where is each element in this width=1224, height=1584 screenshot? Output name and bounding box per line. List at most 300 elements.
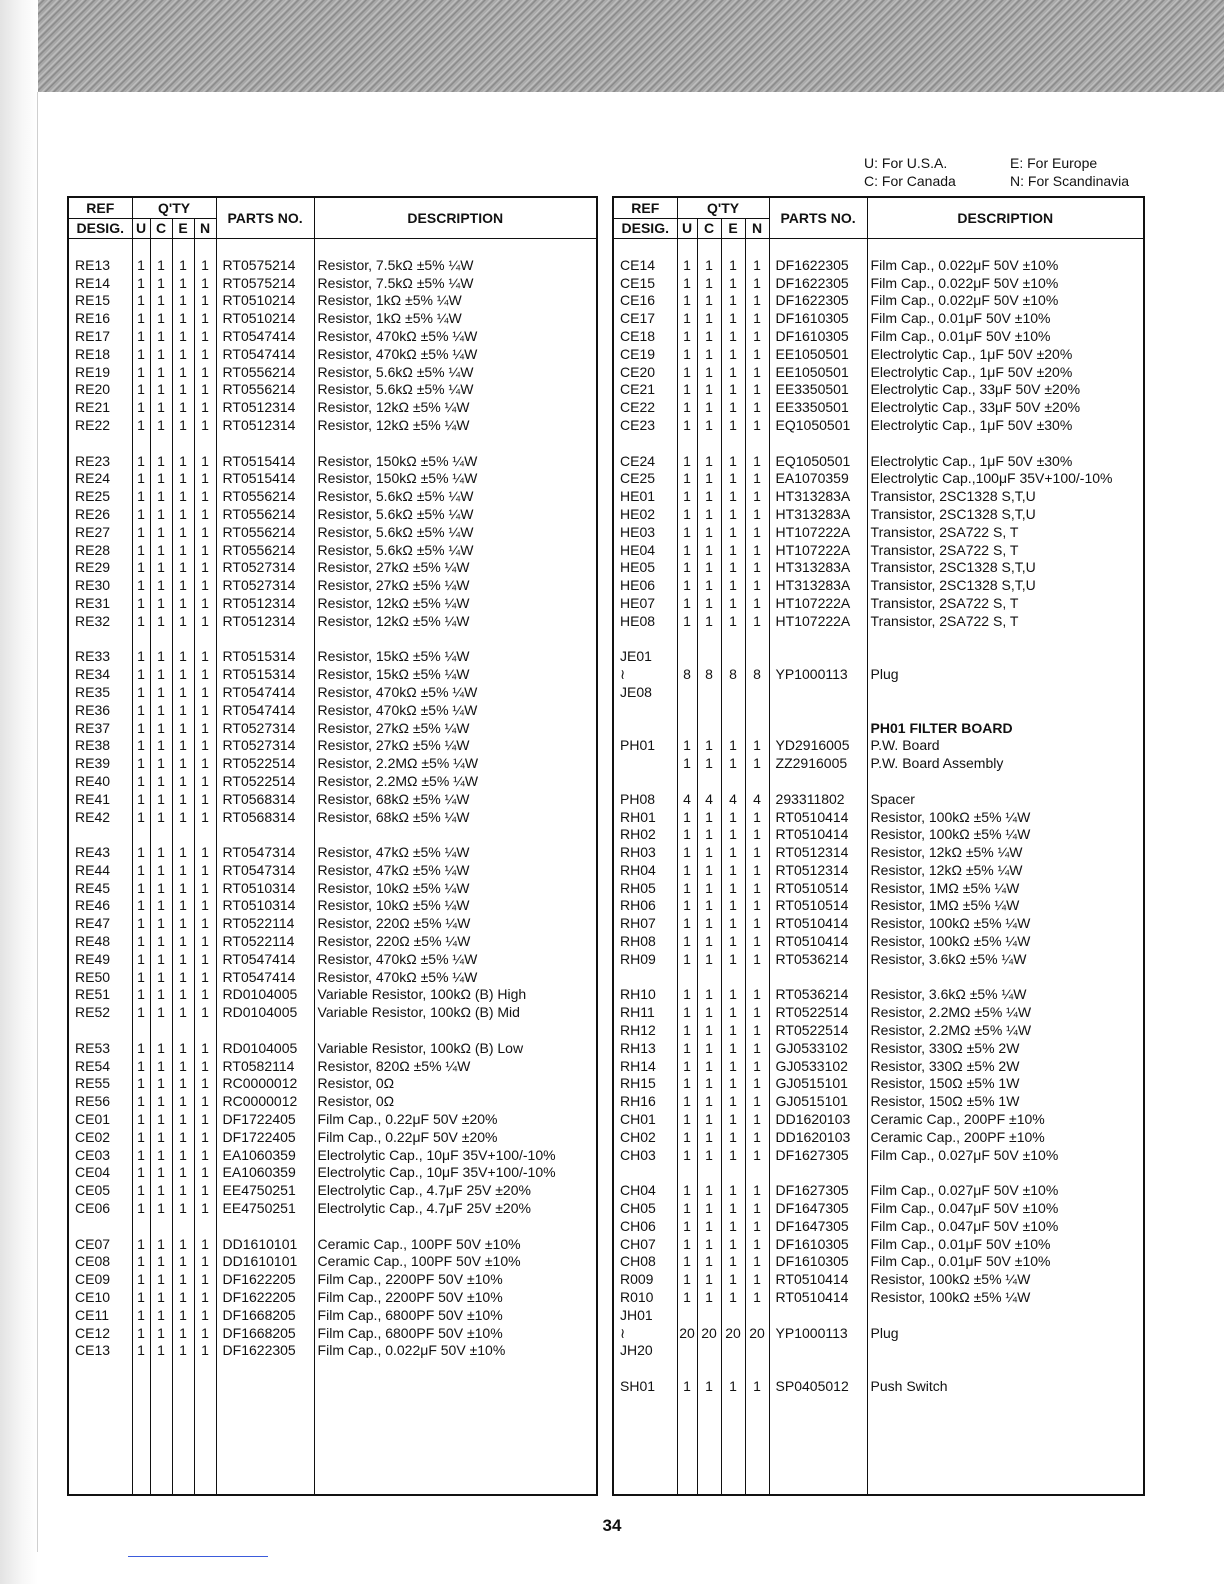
qty-n: 1 [745,381,769,399]
qty-c: 1 [150,1271,172,1289]
description: Resistor, 470kΩ ±5% ¼W [314,328,597,346]
qty-u: 1 [132,1342,150,1360]
qty-n: 1 [194,364,216,382]
qty-c: 1 [150,933,172,951]
desig-header: DESIG. [613,218,677,239]
ref-desig: RE34 [68,666,132,684]
empty-cell [697,773,721,791]
parts-no: RT0547414 [216,346,314,364]
legend-europe: E: For Europe [1010,155,1098,171]
empty-cell [677,1164,697,1182]
ref-desig: RE20 [68,381,132,399]
parts-no: GJ0533102 [769,1040,867,1058]
qty-u: 1 [132,470,150,488]
qty-e: 1 [721,1129,745,1147]
description: Resistor, 1kΩ ±5% ¼W [314,310,597,328]
qty-c: 1 [697,951,721,969]
qty-e: 1 [172,1307,194,1325]
parts-no: YP1000113 [769,1325,867,1343]
description: Resistor, 5.6kΩ ±5% ¼W [314,542,597,560]
ref-desig [613,755,677,773]
empty-cell [867,969,1144,987]
qty-n: 1 [194,613,216,631]
empty-cell [697,435,721,453]
qty-c: 1 [697,524,721,542]
qty-u: 1 [677,862,697,880]
qty-u: 1 [677,1147,697,1165]
table-row [68,595,597,613]
qty-e: 1 [172,684,194,702]
qty-e: 1 [721,1378,745,1396]
qty-e: 1 [172,524,194,542]
qty-c: 1 [697,1236,721,1254]
qty-c: 1 [150,1164,172,1182]
empty-cell [697,969,721,987]
description: Resistor, 5.6kΩ ±5% ¼W [314,524,597,542]
qty-n: 1 [194,417,216,435]
qty-u: 1 [677,1022,697,1040]
table-row [613,826,1144,844]
qty-e: 1 [172,1004,194,1022]
ref-desig: ≀ [613,666,677,684]
ref-desig: CE25 [613,470,677,488]
qty-u: 8 [677,666,697,684]
description: P.W. Board [867,737,1144,755]
table-row [613,1129,1144,1147]
qty-u: 1 [132,1129,150,1147]
qty-c: 1 [697,381,721,399]
qty-n: 1 [194,1058,216,1076]
qty-c: 1 [150,310,172,328]
parts-no: EQ1050501 [769,417,867,435]
qty-u: 1 [132,577,150,595]
table-row [68,310,597,328]
qty-c: 1 [697,897,721,915]
qty-e: 1 [172,1147,194,1165]
empty-cell [867,702,1144,720]
table-row [613,1093,1144,1111]
parts-no: RT0547414 [216,684,314,702]
parts-no: RT0556214 [216,381,314,399]
qty-e: 1 [172,1325,194,1343]
empty-cell [314,1022,597,1040]
qty-e: 1 [721,364,745,382]
qty-c: 1 [150,1075,172,1093]
qty-c: 1 [150,809,172,827]
qty-u: 1 [677,915,697,933]
qty-c: 1 [150,1040,172,1058]
qty-c: 1 [150,257,172,275]
qty-n: 1 [194,1325,216,1343]
table-row [68,702,597,720]
ref-desig: CH02 [613,1129,677,1147]
qty-u [677,648,697,666]
description: Resistor, 5.6kΩ ±5% ¼W [314,381,597,399]
qty-n: 1 [194,1182,216,1200]
spacer-row [613,239,1144,257]
table-row [613,470,1144,488]
parts-no: HT313283A [769,559,867,577]
qty-n: 1 [745,737,769,755]
table-row [613,417,1144,435]
table-row [613,1004,1144,1022]
table-row [68,1289,597,1307]
qty-n: 1 [745,1040,769,1058]
qty-c: 20 [697,1325,721,1343]
table-row [613,684,1144,702]
empty-cell [314,239,597,257]
ref-desig: RE23 [68,453,132,471]
empty-cell [769,1360,867,1378]
ref-desig: PH01 [613,737,677,755]
table-row [613,328,1144,346]
qty-c: 1 [697,1040,721,1058]
table-row [68,880,597,898]
empty-cell [677,1360,697,1378]
qty-u: 1 [677,613,697,631]
qty-c: 1 [150,417,172,435]
empty-cell [769,239,867,257]
qty-n: 1 [194,666,216,684]
qty-c: 1 [150,381,172,399]
qty-u: 1 [132,506,150,524]
qty-e: 1 [721,809,745,827]
empty-cell [769,969,867,987]
ref-desig: RE54 [68,1058,132,1076]
qty-c: 1 [697,915,721,933]
qty-n: 1 [745,417,769,435]
qty-e: 1 [172,310,194,328]
qty-n: 1 [745,577,769,595]
qty-e: 1 [721,1271,745,1289]
qty-e: 1 [721,951,745,969]
parts-no: GJ0515101 [769,1075,867,1093]
empty-cell [769,773,867,791]
qty-n: 1 [194,470,216,488]
ref-desig: RH14 [613,1058,677,1076]
qty-u: 1 [132,542,150,560]
qty-u: 1 [132,702,150,720]
table-row [68,1182,597,1200]
qty-c: 1 [697,470,721,488]
qty-e: 1 [172,292,194,310]
table-row [68,755,597,773]
qty-c: 1 [150,470,172,488]
qty-n: 1 [194,577,216,595]
qty-u: 1 [132,257,150,275]
qty-u: 20 [677,1325,697,1343]
empty-cell [216,435,314,453]
table-row [68,470,597,488]
empty-cell [172,239,194,257]
parts-no: RT0556214 [216,506,314,524]
qty-c: 1 [150,292,172,310]
ref-desig: CE12 [68,1325,132,1343]
description: Resistor, 7.5kΩ ±5% ¼W [314,257,597,275]
table-row [613,1271,1144,1289]
description: Film Cap., 0.01μF 50V ±10% [867,1236,1144,1254]
qty-u: 1 [132,1093,150,1111]
qty-n: 1 [745,453,769,471]
parts-no: RT0522514 [769,1022,867,1040]
qty-e: 1 [172,470,194,488]
qty-u: 1 [132,275,150,293]
qty-e: 1 [172,399,194,417]
qty-u: 1 [132,1111,150,1129]
qty-u: 1 [132,951,150,969]
table-row [68,1200,597,1218]
qty-e: 1 [172,1111,194,1129]
qty-e: 1 [721,1058,745,1076]
parts-no: DF1610305 [769,1236,867,1254]
description: Resistor, 100kΩ ±5% ¼W [867,933,1144,951]
ref-desig: RE29 [68,559,132,577]
empty-cell [216,631,314,649]
ref-desig: CE18 [613,328,677,346]
legend-scandinavia: N: For Scandinavia [1010,173,1130,189]
empty-cell [745,1396,769,1495]
table-row [613,666,1144,684]
table-row [68,969,597,987]
empty-cell [697,1396,721,1495]
parts-no [769,684,867,702]
qty-c: 1 [697,933,721,951]
description: Film Cap., 0.01μF 50V ±10% [867,310,1144,328]
description: Variable Resistor, 100kΩ (B) Low [314,1040,597,1058]
qty-c: 1 [697,542,721,560]
qty-n: 1 [194,275,216,293]
qty-u: 1 [132,1040,150,1058]
empty-cell [194,1022,216,1040]
parts-no: EA1070359 [769,470,867,488]
qty-u: 1 [677,417,697,435]
qty-u: 1 [677,524,697,542]
qty-c: 1 [150,559,172,577]
description: Transistor, 2SA722 S, T [867,524,1144,542]
description: Push Switch [867,1378,1144,1396]
qty-e: 1 [721,1218,745,1236]
qty-u: 1 [677,1378,697,1396]
empty-cell [677,969,697,987]
spacer-row [613,1164,1144,1182]
qty-u: 1 [132,1236,150,1254]
table-row [613,559,1144,577]
parts-no: DF1622205 [216,1271,314,1289]
qty-c: 1 [150,488,172,506]
parts-no: RT0536214 [769,951,867,969]
qty-u: 1 [677,506,697,524]
empty-cell [769,1396,867,1495]
qty-u: 1 [132,1253,150,1271]
qty-n: 1 [194,542,216,560]
parts-no: DD1610101 [216,1253,314,1271]
parts-no: EA1060359 [216,1164,314,1182]
empty-cell [194,1360,216,1495]
description: Film Cap., 0.22μF 50V ±20% [314,1111,597,1129]
description: Resistor, 27kΩ ±5% ¼W [314,720,597,738]
parts-no: RT0547414 [216,702,314,720]
qty-u: 1 [677,577,697,595]
table-row [613,364,1144,382]
ref-desig: CE03 [68,1147,132,1165]
empty-cell [677,773,697,791]
description: Resistor, 150Ω ±5% 1W [867,1093,1144,1111]
empty-cell [132,1218,150,1236]
qty-c: 1 [697,826,721,844]
qty-c: 1 [150,880,172,898]
ref-desig: RE41 [68,791,132,809]
empty-cell [745,702,769,720]
qty-u: 1 [677,1182,697,1200]
qty-n: 1 [745,470,769,488]
description: Transistor, 2SA722 S, T [867,542,1144,560]
table-row [68,791,597,809]
ref-desig: RE14 [68,275,132,293]
empty-cell [697,720,721,738]
ref-desig: RE50 [68,969,132,987]
table-row [613,1182,1144,1200]
ref-desig: RE46 [68,897,132,915]
table-row [613,542,1144,560]
qty-c: 1 [697,755,721,773]
spacer-row [613,969,1144,987]
parts-no: RT0527314 [216,720,314,738]
description: Resistor, 150Ω ±5% 1W [867,1075,1144,1093]
qty-n: 1 [194,1289,216,1307]
qty-n: 1 [745,1271,769,1289]
description: Electrolytic Cap., 1μF 50V ±30% [867,453,1144,471]
ref-desig: RH05 [613,880,677,898]
parts-no: GJ0533102 [769,1058,867,1076]
qty-e: 1 [721,1200,745,1218]
qty-u [677,1307,697,1325]
description-header: DESCRIPTION [314,197,597,239]
description: Film Cap., 0.022μF 50V ±10% [314,1342,597,1360]
qty-u: 1 [677,595,697,613]
qty-c: 1 [150,453,172,471]
parts-no: SP0405012 [769,1378,867,1396]
qty-n: 1 [745,826,769,844]
qty-c: 1 [150,666,172,684]
table-row [68,1093,597,1111]
qty-u: 1 [132,1004,150,1022]
table-row [68,1236,597,1254]
spacer-row [68,1022,597,1040]
table-row [613,399,1144,417]
qty-e: 1 [172,737,194,755]
parts-no: RT0568314 [216,809,314,827]
qty-u: 1 [132,933,150,951]
parts-table-right [612,196,1145,1496]
qty-e: 1 [721,1289,745,1307]
table-row [613,524,1144,542]
qty-u: 1 [132,1164,150,1182]
qty-c: 1 [150,702,172,720]
qty-u: 1 [132,720,150,738]
description: Resistor, 1MΩ ±5% ¼W [867,880,1144,898]
ref-desig: JH01 [613,1307,677,1325]
qty-e: 1 [172,809,194,827]
parts-no: RT0510314 [216,880,314,898]
ref-desig: RE39 [68,755,132,773]
qty-u: 1 [677,1075,697,1093]
description: Electrolytic Cap., 1μF 50V ±20% [867,364,1144,382]
qty-c: 1 [150,328,172,346]
description: Resistor, 470kΩ ±5% ¼W [314,951,597,969]
qty-c: 1 [150,969,172,987]
table-row [68,648,597,666]
qty-c: 1 [697,453,721,471]
ref-desig: CE07 [68,1236,132,1254]
qty-c [697,1307,721,1325]
table-row [613,1075,1144,1093]
qty-u: 1 [677,542,697,560]
ref-desig: CE10 [68,1289,132,1307]
description: Resistor, 47kΩ ±5% ¼W [314,844,597,862]
table-row [68,381,597,399]
spacer-row [68,826,597,844]
table-row [68,1164,597,1182]
empty-cell [721,631,745,649]
qty-n: 1 [194,1093,216,1111]
table-row [613,1325,1144,1343]
parts-no: RT0510514 [769,880,867,898]
qty-e [721,1342,745,1360]
parts-no: DF1622205 [216,1289,314,1307]
qty-c: 1 [697,1271,721,1289]
qty-u: 1 [132,381,150,399]
empty-cell [721,720,745,738]
table-row [613,737,1144,755]
parts-no: RT0510214 [216,310,314,328]
qty-c: 1 [150,1253,172,1271]
parts-no: EE3350501 [769,399,867,417]
empty-cell [194,239,216,257]
empty-cell [150,1022,172,1040]
parts-no: RT0510414 [769,1289,867,1307]
qty-c: 1 [150,684,172,702]
qty-e: 1 [172,986,194,1004]
qty-u: 1 [677,897,697,915]
description: Resistor, 470kΩ ±5% ¼W [314,684,597,702]
qty-c: 1 [697,364,721,382]
qty-c: 1 [150,1058,172,1076]
table-row [68,1129,597,1147]
qty-c: 1 [697,1111,721,1129]
description: Resistor, 5.6kΩ ±5% ¼W [314,488,597,506]
qty-u: 1 [677,1111,697,1129]
ref-desig: CE23 [613,417,677,435]
table-row [68,844,597,862]
c-header: C [150,218,172,239]
qty-n: 1 [194,844,216,862]
table-row [613,880,1144,898]
empty-cell [150,826,172,844]
empty-cell [150,239,172,257]
qty-n: 1 [745,506,769,524]
qty-c: 1 [697,488,721,506]
qty-u: 1 [677,399,697,417]
qty-n: 1 [194,1271,216,1289]
description: Resistor, 100kΩ ±5% ¼W [867,826,1144,844]
parts-no: HT313283A [769,488,867,506]
qty-n: 1 [745,542,769,560]
ref-desig: RE42 [68,809,132,827]
description: Film Cap., 6800PF 50V ±10% [314,1307,597,1325]
empty-cell [216,1218,314,1236]
qty-c: 1 [150,1307,172,1325]
qty-c: 1 [697,310,721,328]
